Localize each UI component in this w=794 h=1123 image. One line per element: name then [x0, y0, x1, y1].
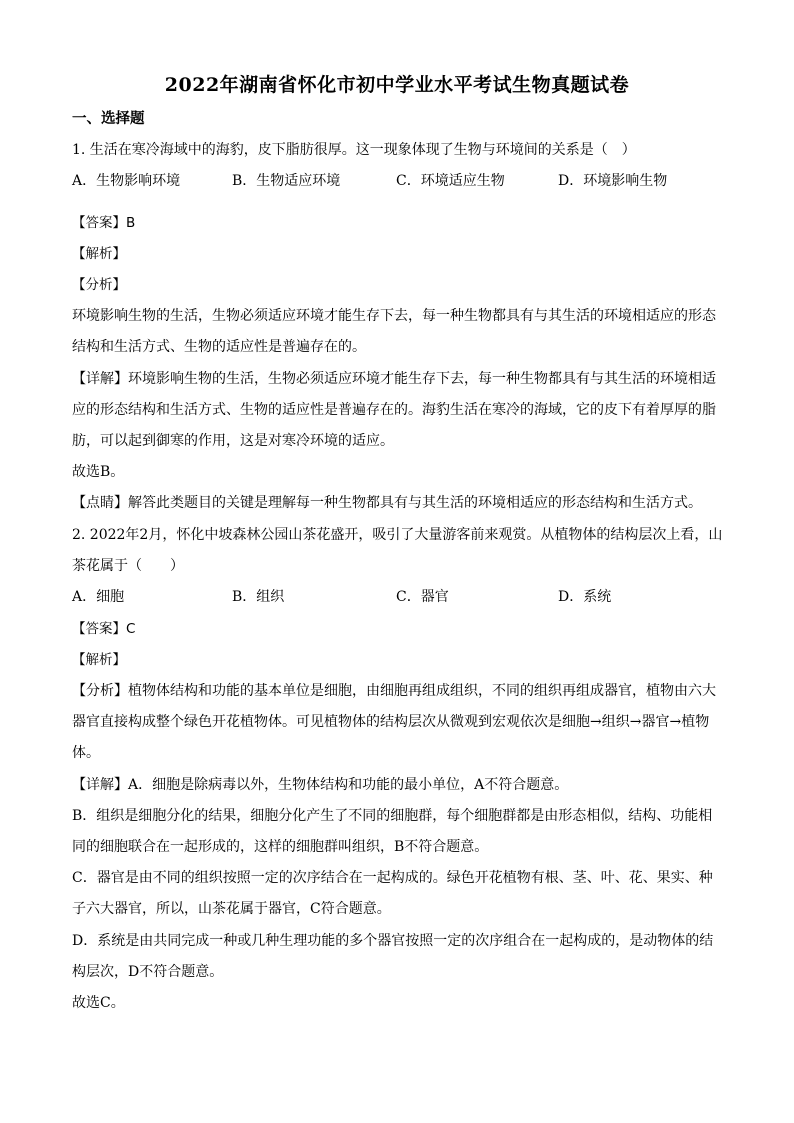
q2-fenxi-line: 体。 [72, 745, 100, 761]
q1-answer: 【答案】B [72, 215, 136, 231]
section-heading: 一、选择题 [72, 110, 145, 127]
q1-analysis-label: 【解析】 [72, 246, 126, 262]
q1-option-d: D．环境影响生物 [558, 173, 668, 189]
q1-dianjing: 【点睛】解答此类题目的关键是理解每一种生物都具有与其生活的环境相适应的形态结构和生活方式。 [72, 495, 702, 511]
q1-option-b: B．生物适应环境 [232, 173, 341, 189]
q2-answer: 【答案】C [72, 621, 136, 637]
q1-conclusion: 故选B。 [72, 464, 125, 480]
q2-conclusion: 故选C。 [72, 995, 125, 1011]
q2-option-a: A．细胞 [72, 589, 125, 605]
q1-fenxi-label: 【分析】 [72, 277, 126, 293]
page-title: 2022年湖南省怀化市初中学业水平考试生物真题试卷 [164, 74, 630, 96]
q2-xiangjie-line: 【详解】A．细胞是除病毒以外，生物体结构和功能的最小单位，A不符合题意。 [72, 777, 569, 793]
q1-xiangjie-line: 肪，可以起到御寒的作用，这是对寒冷环境的适应。 [72, 433, 394, 449]
q2-xiangjie-line: B．组织是细胞分化的结果，细胞分化产生了不同的细胞群，每个细胞群都是由形态相似，结构、功能相 [72, 808, 713, 824]
question-2-stem-line: 茶花属于（ ） [72, 558, 184, 574]
q2-fenxi-line: 器官直接构成整个绿色开花植物体。可见植物体的结构层次从微观到宏观依次是细胞→组织→器官→植物 [72, 714, 710, 730]
q1-fenxi-line: 结构和生活方式、生物的适应性是普遍存在的。 [72, 339, 366, 355]
q2-option-b: B．组织 [232, 589, 285, 605]
q1-option-a: A．生物影响环境 [72, 173, 181, 189]
q1-xiangjie-line: 【详解】环境影响生物的生活，生物必须适应环境才能生存下去，每一种生物都具有与其生活的环境相适 [72, 371, 716, 387]
question-2-stem-line: 2. 2022年2月，怀化中坡森林公园山茶花盛开，吸引了大量游客前来观赏。从植物体的结构层次上看，山 [72, 527, 723, 543]
q2-xiangjie-line: D．系统是由共同完成一种或几种生理功能的多个器官按照一定的次序组合在一起构成的，是动物体的结 [72, 933, 714, 949]
q2-xiangjie-line: 同的细胞联合在一起形成的，这样的细胞群叫组织，B不符合题意。 [72, 839, 489, 855]
q1-fenxi-line: 环境影响生物的生活，生物必须适应环境才能生存下去，每一种生物都具有与其生活的环境相适应的形态 [72, 308, 716, 324]
q2-xiangjie-line: C．器官是由不同的组织按照一定的次序结合在一起构成的。绿色开花植物有根、茎、叶、花、果实、种 [72, 870, 713, 886]
question-1-stem: 1. 生活在寒冷海域中的海豹，皮下脂肪很厚。这一现象体现了生物与环境间的关系是（ ） [72, 142, 636, 158]
q2-xiangjie-line: 构层次，D不符合题意。 [72, 964, 224, 980]
q2-option-d: D．系统 [558, 589, 612, 605]
q1-option-c: C．环境适应生物 [396, 173, 505, 189]
q2-analysis-label: 【解析】 [72, 652, 126, 668]
q2-fenxi-line: 【分析】植物体结构和功能的基本单位是细胞，由细胞再组成组织，不同的组织再组成器官，植物由六大 [72, 683, 716, 699]
q2-xiangjie-line: 子六大器官，所以，山茶花属于器官，C符合题意。 [72, 901, 391, 917]
q2-option-c: C．器官 [396, 589, 449, 605]
q1-xiangjie-line: 应的形态结构和生活方式、生物的适应性是普遍存在的。海豹生活在寒冷的海域，它的皮下有着厚厚的脂 [72, 402, 716, 418]
